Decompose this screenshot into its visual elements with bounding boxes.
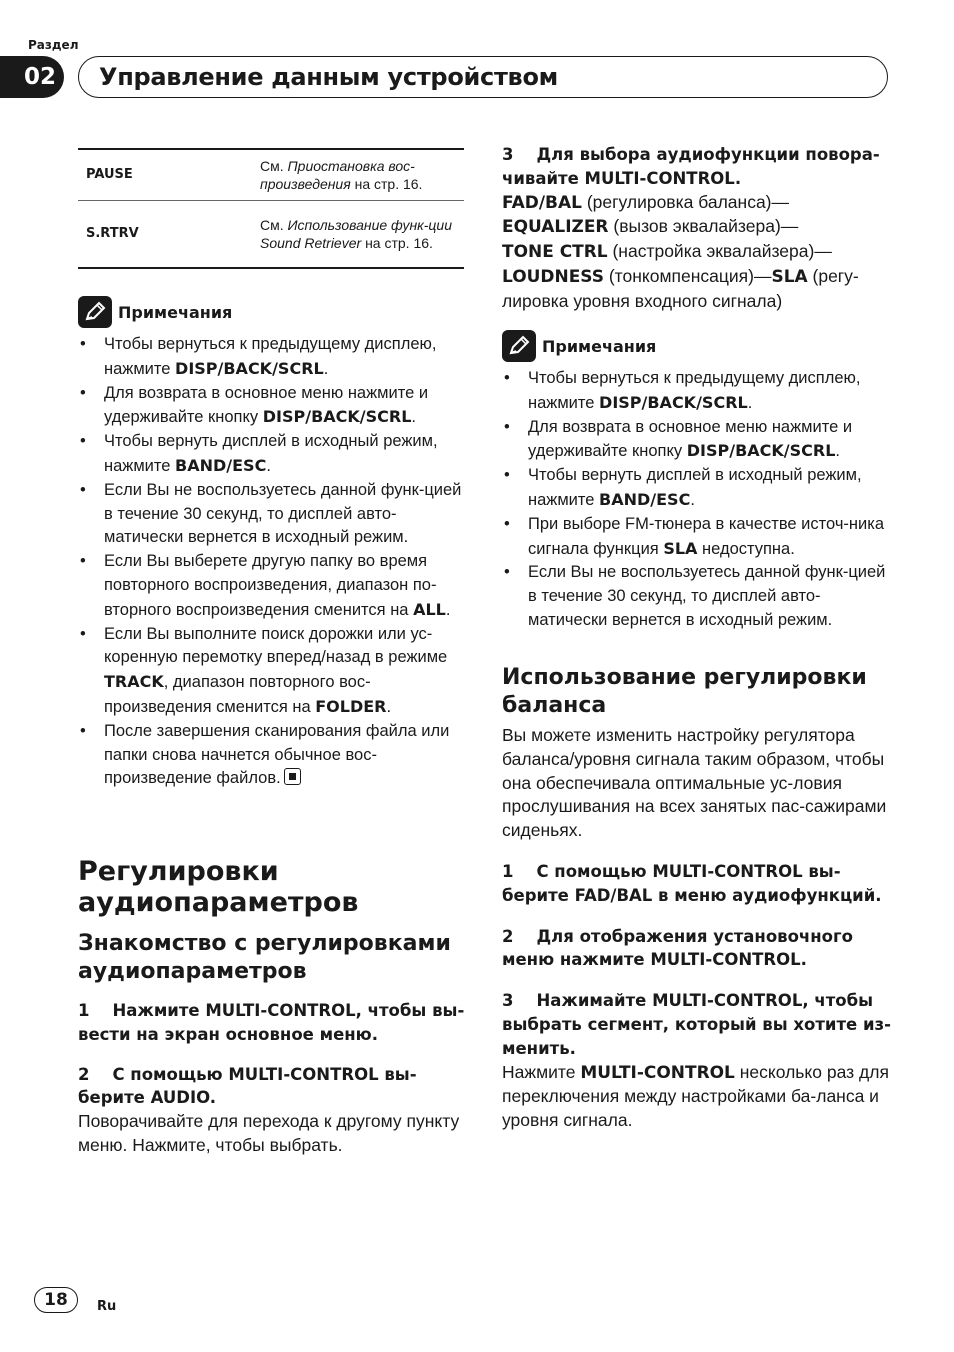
list-item: • Если Вы выполните поиск дорожки или ус-коренную перемотку вперед/назад в режиме TRACK, диапазон повторного вос-произведения сменится на FOLDER.: [78, 623, 466, 720]
balance-section: [502, 664, 892, 1133]
list-item: • Чтобы вернуться к предыдущему дисплею, нажмите DISP/BACK/SCRL.: [78, 333, 466, 382]
step-2-body: Поворачивайте для перехода к другому пункту меню. Нажмите, чтобы выбрать.: [78, 1111, 460, 1155]
chapter-title: Управление данным устройством: [78, 56, 888, 98]
notes-list: [502, 367, 892, 633]
list-item: • После завершения сканирования файла или папки снова начнется обычное вос-произведение файлов.: [78, 720, 466, 791]
balance-intro: Вы можете изменить настройку регулятора баланса/уровня сигнала таким образом, чтобы она обеспечивала оптимальные ус-ловия прослушивания на всех занятых пас-сажирами сиденьях.: [502, 725, 887, 841]
step-3-body: Нажмите MULTI-CONTROL несколько раз для переключения между настройками ба-ланса и уровня сигнала.: [502, 1061, 889, 1131]
notes-heading: Примечания: [78, 296, 466, 328]
table-key: PAUSE: [86, 166, 133, 182]
list-item: • При выборе FM-тюнера в качестве источ-ника сигнала функция SLA недоступна.: [502, 513, 892, 562]
pencil-note-icon: [502, 330, 536, 362]
audio-section: [78, 856, 468, 1158]
list-item: • Для возврата в основное меню нажмите и удерживайте кнопку DISP/BACK/SCRL.: [78, 382, 466, 431]
notes-left: [78, 296, 466, 791]
audio-function-list: FAD/BAL (регулировка баланса)— EQUALIZER (вызов эквалайзера)— TONE CTRL (настройка эквалайзера)— LOUDNESS (тонкомпенсация)—SLA (регу-лировка уровня входного сигнала): [502, 191, 859, 311]
subsection-heading: Использование регулировки баланса: [502, 665, 867, 718]
list-item: • Если Вы выберете другую папку во время повторного воспроизведения, диапазон по-вторного воспроизведения сменится на ALL.: [78, 550, 466, 622]
subsection-heading: Знакомство с регулировками аудиопараметров: [78, 931, 451, 984]
section-label: Раздел: [28, 38, 79, 52]
step-1: 1 С помощью MULTI-CONTROL вы-берите FAD/BAL в меню аудиофункций.: [502, 861, 882, 905]
pencil-note-icon: [78, 296, 112, 328]
notes-heading: Примечания: [502, 330, 892, 362]
end-of-section-icon: [284, 768, 301, 785]
table-reference: См. Приостановка вос-произведения на стр. 16.: [260, 157, 423, 192]
table-reference: См. Использование функ-ции Sound Retriever на стр. 16.: [252, 200, 464, 268]
notes-right: [502, 330, 892, 633]
list-item: • Если Вы не воспользуетесь данной функ-цией в течение 30 секунд, то дисплей авто-матически вернется в исходный режим.: [502, 561, 892, 632]
section-heading: Регулировки аудиопараметров: [78, 856, 359, 918]
list-item: • Чтобы вернуть дисплей в исходный режим, нажмите BAND/ESC.: [502, 464, 892, 513]
page-number: 18: [34, 1287, 78, 1313]
step-1: 1 Нажмите MULTI-CONTROL, чтобы вы-вести на экран основное меню.: [78, 1001, 465, 1044]
function-reference-table: [78, 148, 464, 269]
section-number-badge: 02: [0, 56, 64, 98]
step-2: 2 Для отображения установочного меню нажмите MULTI-CONTROL.: [502, 926, 859, 970]
step-3: 3 Нажимайте MULTI-CONTROL, чтобы выбрать сегмент, который вы хотите из-менить.: [502, 991, 891, 1058]
list-item: • Для возврата в основное меню нажмите и удерживайте кнопку DISP/BACK/SCRL.: [502, 416, 892, 465]
list-item: • Чтобы вернуться к предыдущему дисплею, нажмите DISP/BACK/SCRL.: [502, 367, 892, 416]
table-row: [78, 149, 464, 200]
list-item: • Если Вы не воспользуетесь данной функ-цией в течение 30 секунд, то дисплей авто-матически вернется в исходный режим.: [78, 479, 466, 550]
audio-function-step: [502, 143, 892, 314]
list-item: • Чтобы вернуть дисплей в исходный режим, нажмите BAND/ESC.: [78, 430, 466, 479]
step-2: 2 С помощью MULTI-CONTROL вы-берите AUDIO.: [78, 1064, 417, 1108]
notes-list: [78, 333, 466, 791]
table-row: [78, 200, 464, 268]
table-key: S.RTRV: [78, 200, 252, 268]
language-code: Ru: [97, 1299, 117, 1314]
step-3: 3 Для выбора аудиофункции повора-чивайте MULTI-CONTROL.: [502, 145, 880, 188]
